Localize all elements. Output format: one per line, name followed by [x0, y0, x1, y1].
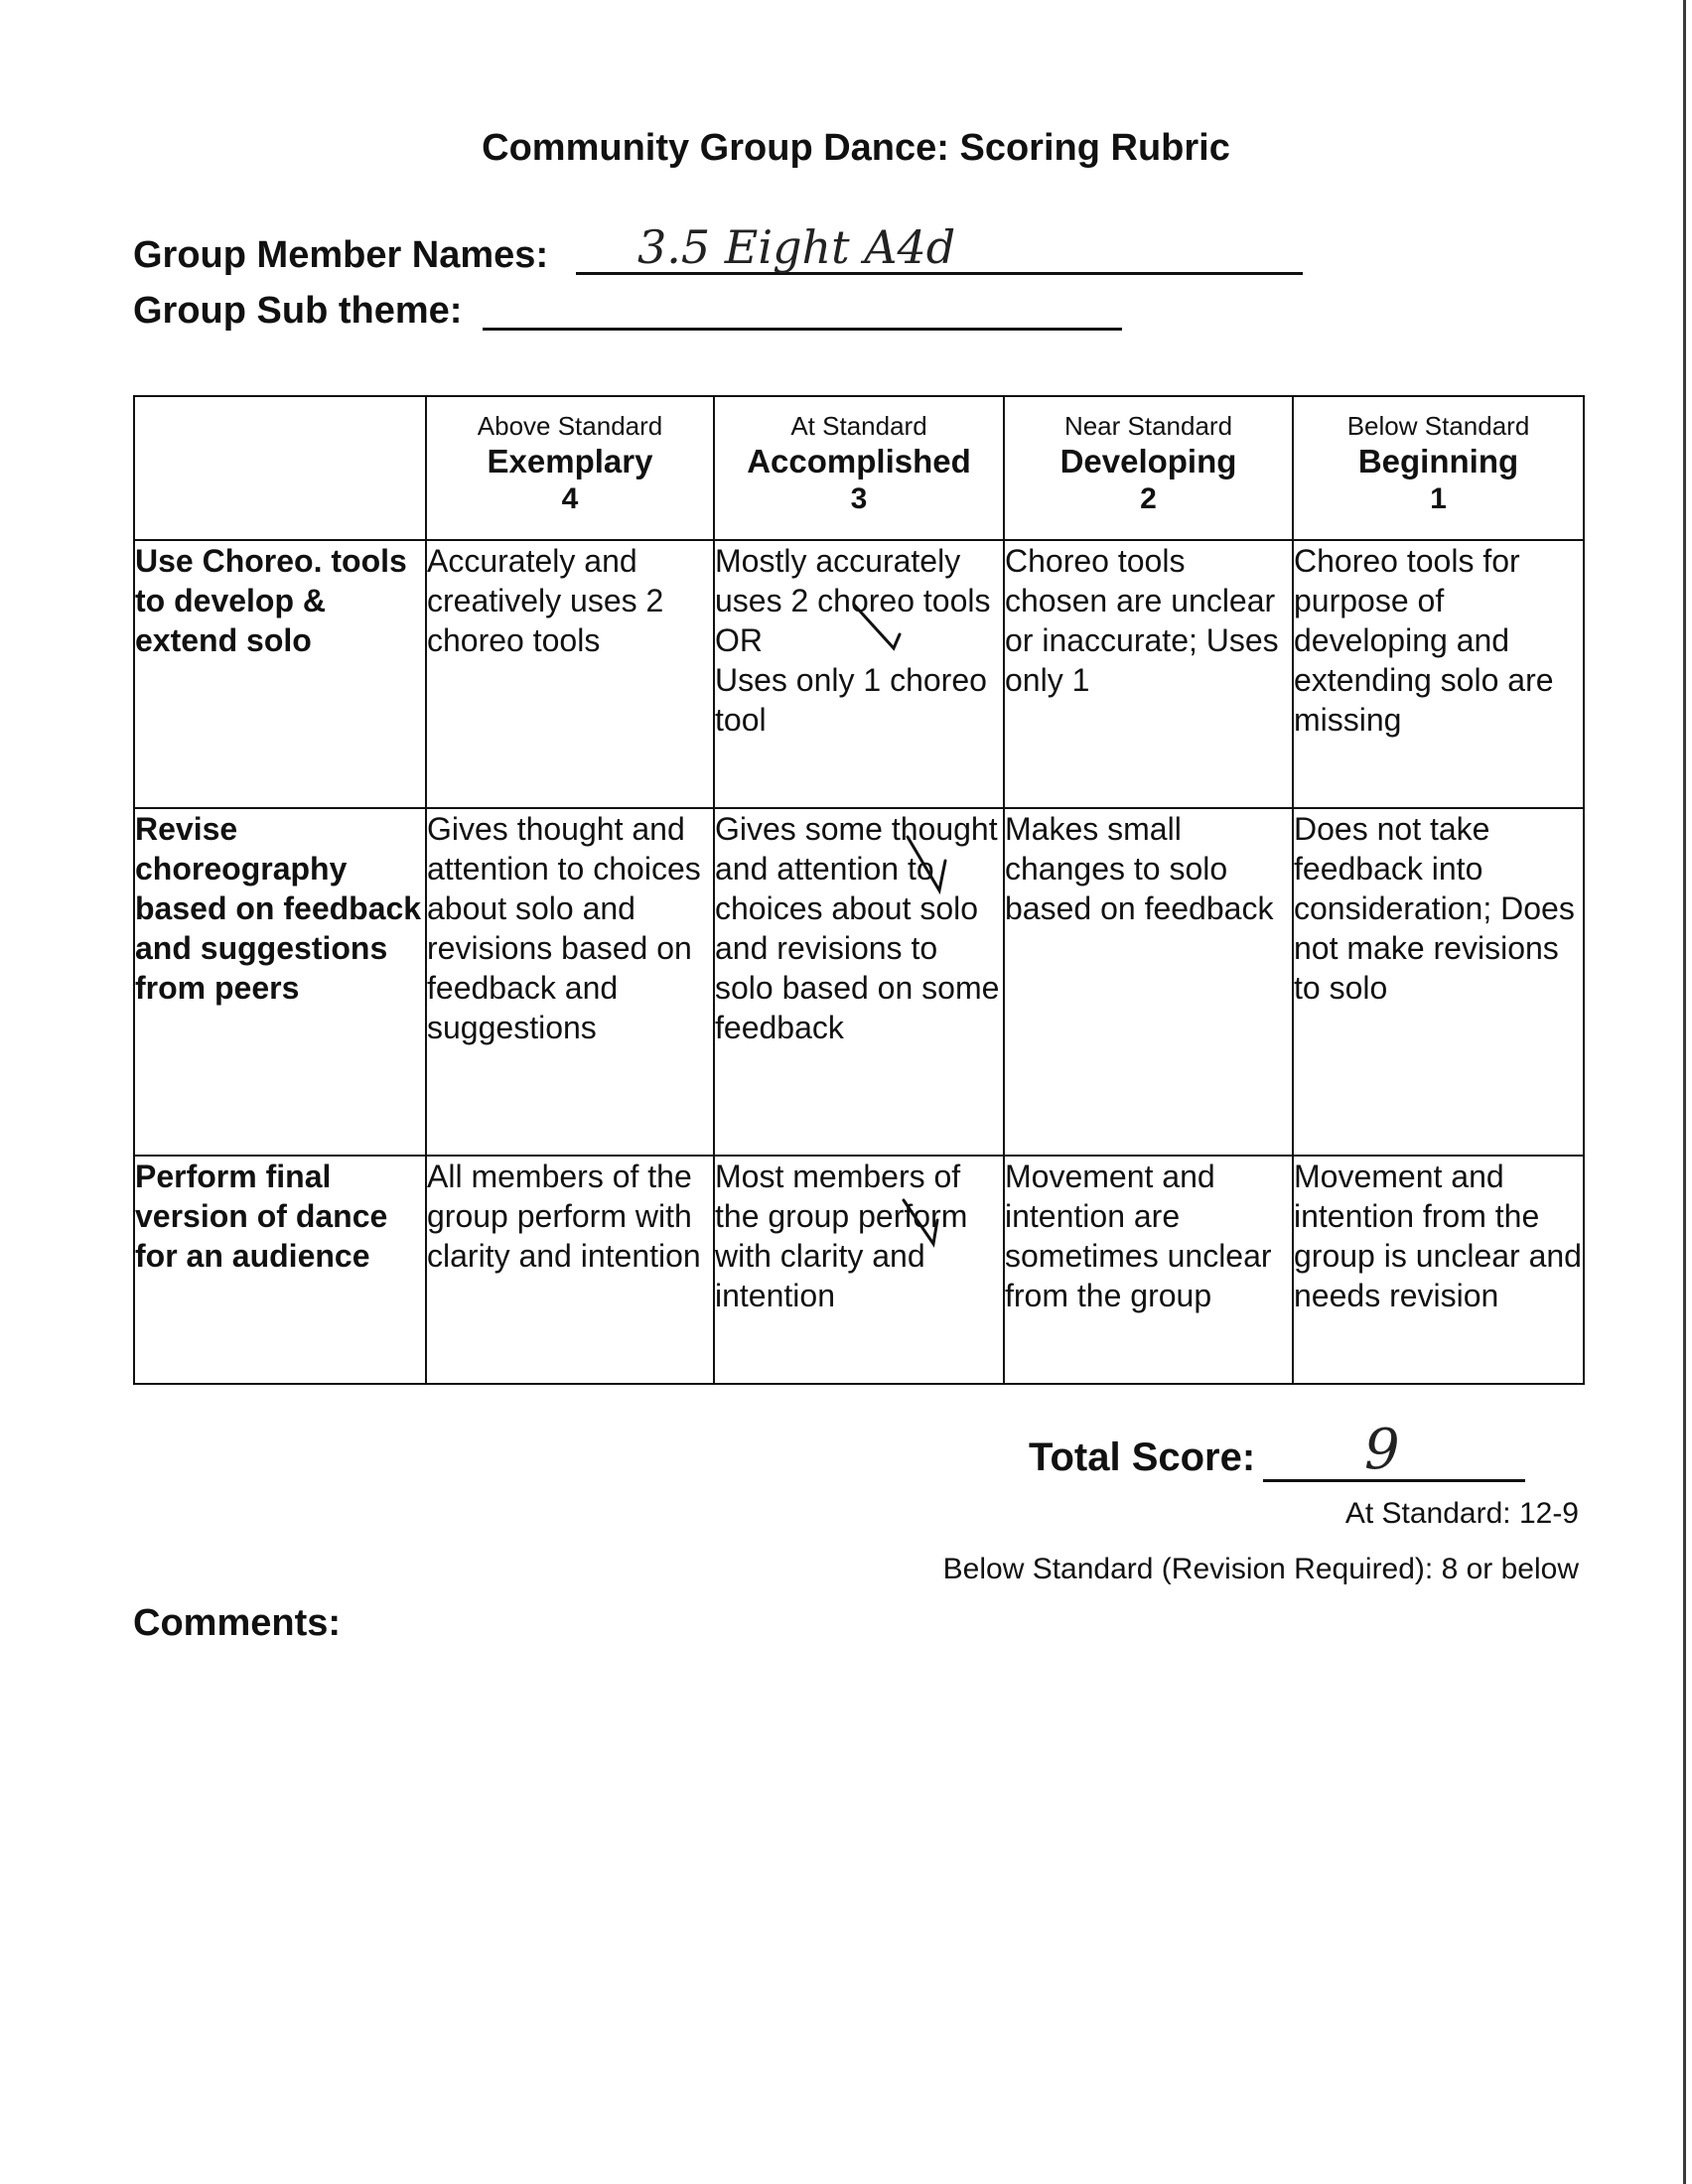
rubric-cell-selected[interactable]: Gives some thought and attention to choices about solo and revisions to solo based on some feedback: [714, 808, 1004, 1156]
sub-theme-label: Group Sub theme:: [133, 290, 463, 332]
level-header-developing: [1004, 396, 1293, 540]
criterion-label: Use Choreo. tools to develop & extend solo: [134, 540, 426, 808]
rubric-cell[interactable]: Choreo tools chosen are unclear or inaccurate; Uses only 1: [1004, 540, 1293, 808]
check-mark-icon: [902, 831, 961, 900]
level-standard: Below Standard: [1346, 411, 1530, 441]
level-name: Accomplished: [747, 443, 971, 479]
level-standard: Above Standard: [477, 411, 663, 441]
check-mark-icon: [898, 1194, 957, 1264]
header-row: [134, 396, 1584, 540]
rubric-table: [133, 395, 1585, 1385]
total-score-label: Total Score:: [1029, 1435, 1256, 1479]
level-standard: At Standard: [790, 411, 927, 441]
page-edge: [1683, 0, 1686, 2184]
rubric-cell[interactable]: Accurately and creatively uses 2 choreo tools: [426, 540, 714, 808]
below-standard-note: Below Standard (Revision Required): 8 or below: [942, 1553, 1579, 1585]
group-names-label: Group Member Names:: [133, 234, 549, 276]
level-score: 1: [1430, 482, 1447, 515]
rubric-cell-selected[interactable]: Most members of the group perform with clarity and intention: [714, 1156, 1004, 1384]
criterion-label: Revise choreography based on feedback and suggestions from peers: [134, 808, 426, 1156]
criterion-row-choreo-tools: [134, 540, 1584, 808]
level-header-accomplished: [714, 396, 1004, 540]
level-name: Beginning: [1357, 443, 1519, 479]
comments-label: Comments:: [133, 1602, 342, 1644]
sub-theme-line: [483, 328, 1122, 331]
level-name: Exemplary: [487, 443, 653, 479]
criterion-label: Perform final version of dance for an audience: [134, 1156, 426, 1384]
check-mark-icon: [848, 597, 908, 666]
group-names-value[interactable]: 3.5 Eight A4d: [637, 220, 956, 274]
page-title: Community Group Dance: Scoring Rubric: [482, 127, 1230, 169]
level-score: 2: [1140, 482, 1157, 515]
total-score-value[interactable]: 9: [1364, 1418, 1400, 1482]
level-standard: Near Standard: [1063, 411, 1233, 441]
rubric-cell[interactable]: Choreo tools for purpose of developing and extending solo are missing: [1293, 540, 1584, 808]
level-score: 4: [561, 482, 579, 515]
level-header-exemplary: [426, 396, 714, 540]
group-names-field: [133, 220, 956, 277]
criterion-row-revise: [134, 808, 1584, 1156]
rubric-cell[interactable]: Movement and intention from the group is unclear and needs revision: [1293, 1156, 1584, 1384]
criterion-row-perform: [134, 1156, 1584, 1384]
rubric-cell[interactable]: All members of the group perform with clarity and intention: [426, 1156, 714, 1384]
rubric-cell-selected[interactable]: [714, 540, 1004, 808]
rubric-cell[interactable]: Gives thought and attention to choices about solo and revisions based on feedback and suggestions: [426, 808, 714, 1156]
rubric-cell[interactable]: Movement and intention are sometimes unclear from the group: [1004, 1156, 1293, 1384]
cell-text: Mostly accurately uses 2 choreo tools OR Uses only 1 choreo tool: [715, 543, 991, 738]
corner-cell: [134, 396, 426, 540]
at-standard-note: At Standard: 12-9: [1344, 1497, 1579, 1530]
level-name: Developing: [1059, 443, 1237, 479]
rubric-cell[interactable]: Does not take feedback into consideration; Does not make revisions to solo: [1293, 808, 1584, 1156]
level-header-beginning: [1293, 396, 1584, 540]
rubric-cell[interactable]: Makes small changes to solo based on feedback: [1004, 808, 1293, 1156]
total-score: [1029, 1418, 1400, 1482]
level-score: 3: [850, 482, 868, 515]
sub-theme-field: [133, 290, 462, 333]
